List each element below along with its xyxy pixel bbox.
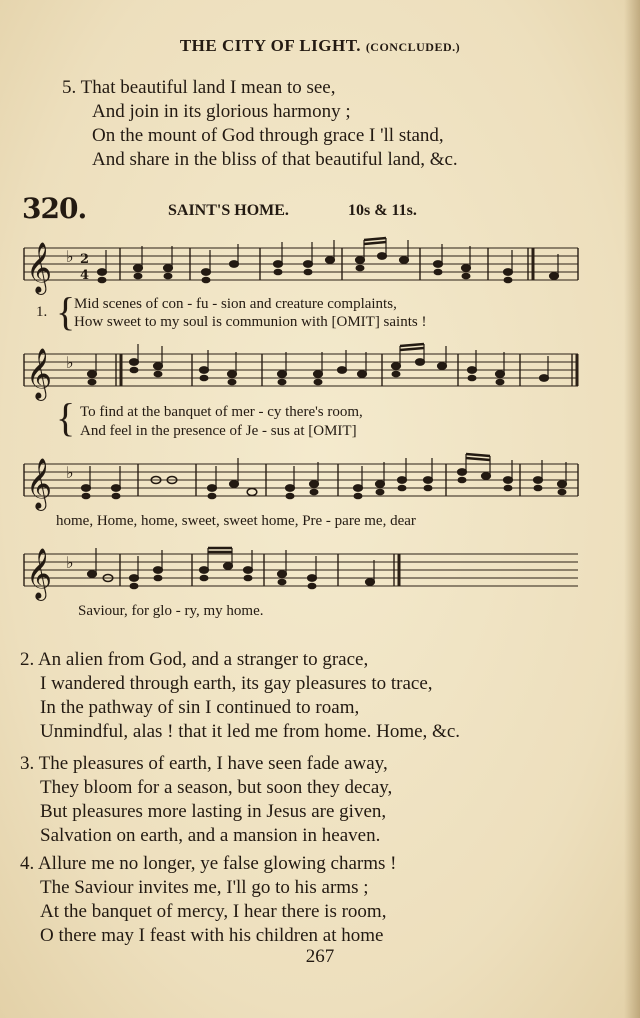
hymn-title: SAINT'S HOME.	[168, 202, 289, 219]
page-number: 267	[305, 946, 335, 967]
lyric-line-1b: How sweet to my soul is communion with [OMIT] saints !	[74, 314, 427, 330]
music-staff-system-3	[20, 452, 582, 512]
stanza-line: On the mount of God through grace I 'll stand,	[92, 125, 444, 146]
stanza-2	[20, 648, 460, 744]
lyric-line-1a: Mid scenes of con - fu - sion and creature complaints,	[74, 296, 397, 312]
flat-icon: ♭	[66, 353, 74, 372]
stanza-line: And share in the bliss of that beautiful land, &c.	[92, 149, 458, 170]
stanza-line: In the pathway of sin I continued to roam,	[40, 697, 360, 718]
stanza-line: At the banquet of mercy, I hear there is room,	[40, 901, 387, 922]
hymn-number: 320.	[22, 192, 87, 225]
running-head-note: (CONCLUDED.)	[365, 40, 461, 54]
treble-clef-icon: 𝄞	[26, 348, 53, 399]
music-staff-system-2	[20, 342, 582, 402]
treble-clef-icon: 𝄞	[26, 242, 53, 293]
stanza-line: They bloom for a season, but soon they decay,	[40, 777, 393, 798]
lyric-line-4: Saviour, for glo - ry, my home.	[78, 603, 264, 619]
flat-icon: ♭	[66, 247, 74, 266]
svg-text:2: 2	[80, 252, 90, 267]
running-head	[0, 36, 640, 56]
stanza-line: O there may I feast with his children at home	[40, 925, 384, 946]
stanza-line: I wandered through earth, its gay pleasures to trace,	[40, 673, 433, 694]
stanza-3	[20, 752, 392, 848]
svg-text:4: 4	[80, 268, 90, 283]
music-staff-system-1	[20, 236, 582, 296]
lyric-line-2b: And feel in the presence of Je - sus at [OMIT]	[80, 423, 357, 439]
lyric-line-2a: To find at the banquet of mer - cy there's room,	[80, 404, 363, 420]
lyric-brace: {	[56, 395, 76, 440]
running-head-title: THE CITY OF LIGHT.	[179, 36, 362, 55]
stanza-line: But pleasures more lasting in Jesus are given,	[40, 801, 387, 822]
stanza-line: 2. An alien from God, and a stranger to grace,	[20, 649, 369, 670]
stanza-4	[20, 852, 397, 948]
lyric-line-3: home, Home, home, sweet, sweet home, Pre - pare me, dear	[56, 513, 416, 529]
stanza-line: 3. The pleasures of earth, I have seen fade away,	[20, 753, 388, 774]
previous-hymn-stanza-5	[62, 76, 458, 172]
hymn-meter: 10s & 11s.	[348, 202, 417, 219]
treble-clef-icon: 𝄞	[26, 458, 53, 509]
flat-icon: ♭	[66, 463, 74, 482]
music-staff-system-4	[20, 542, 582, 602]
page-edge-shadow	[624, 0, 640, 1018]
verse-number: 1.	[36, 304, 48, 320]
stanza-line: The Saviour invites me, I'll go to his arms ;	[40, 877, 369, 898]
treble-clef-icon: 𝄞	[26, 548, 53, 599]
stanza-line: Salvation on earth, and a mansion in heaven.	[40, 825, 381, 846]
stanza-line: Unmindful, alas ! that it led me from home. Home, &c.	[40, 721, 461, 742]
lyric-brace: {	[56, 289, 76, 334]
flat-icon: ♭	[66, 553, 74, 572]
stanza-line: 4. Allure me no longer, ye false glowing charms !	[20, 853, 397, 874]
stanza-line: And join in its glorious harmony ;	[92, 101, 351, 122]
stanza-line: 5. That beautiful land I mean to see,	[62, 77, 336, 98]
